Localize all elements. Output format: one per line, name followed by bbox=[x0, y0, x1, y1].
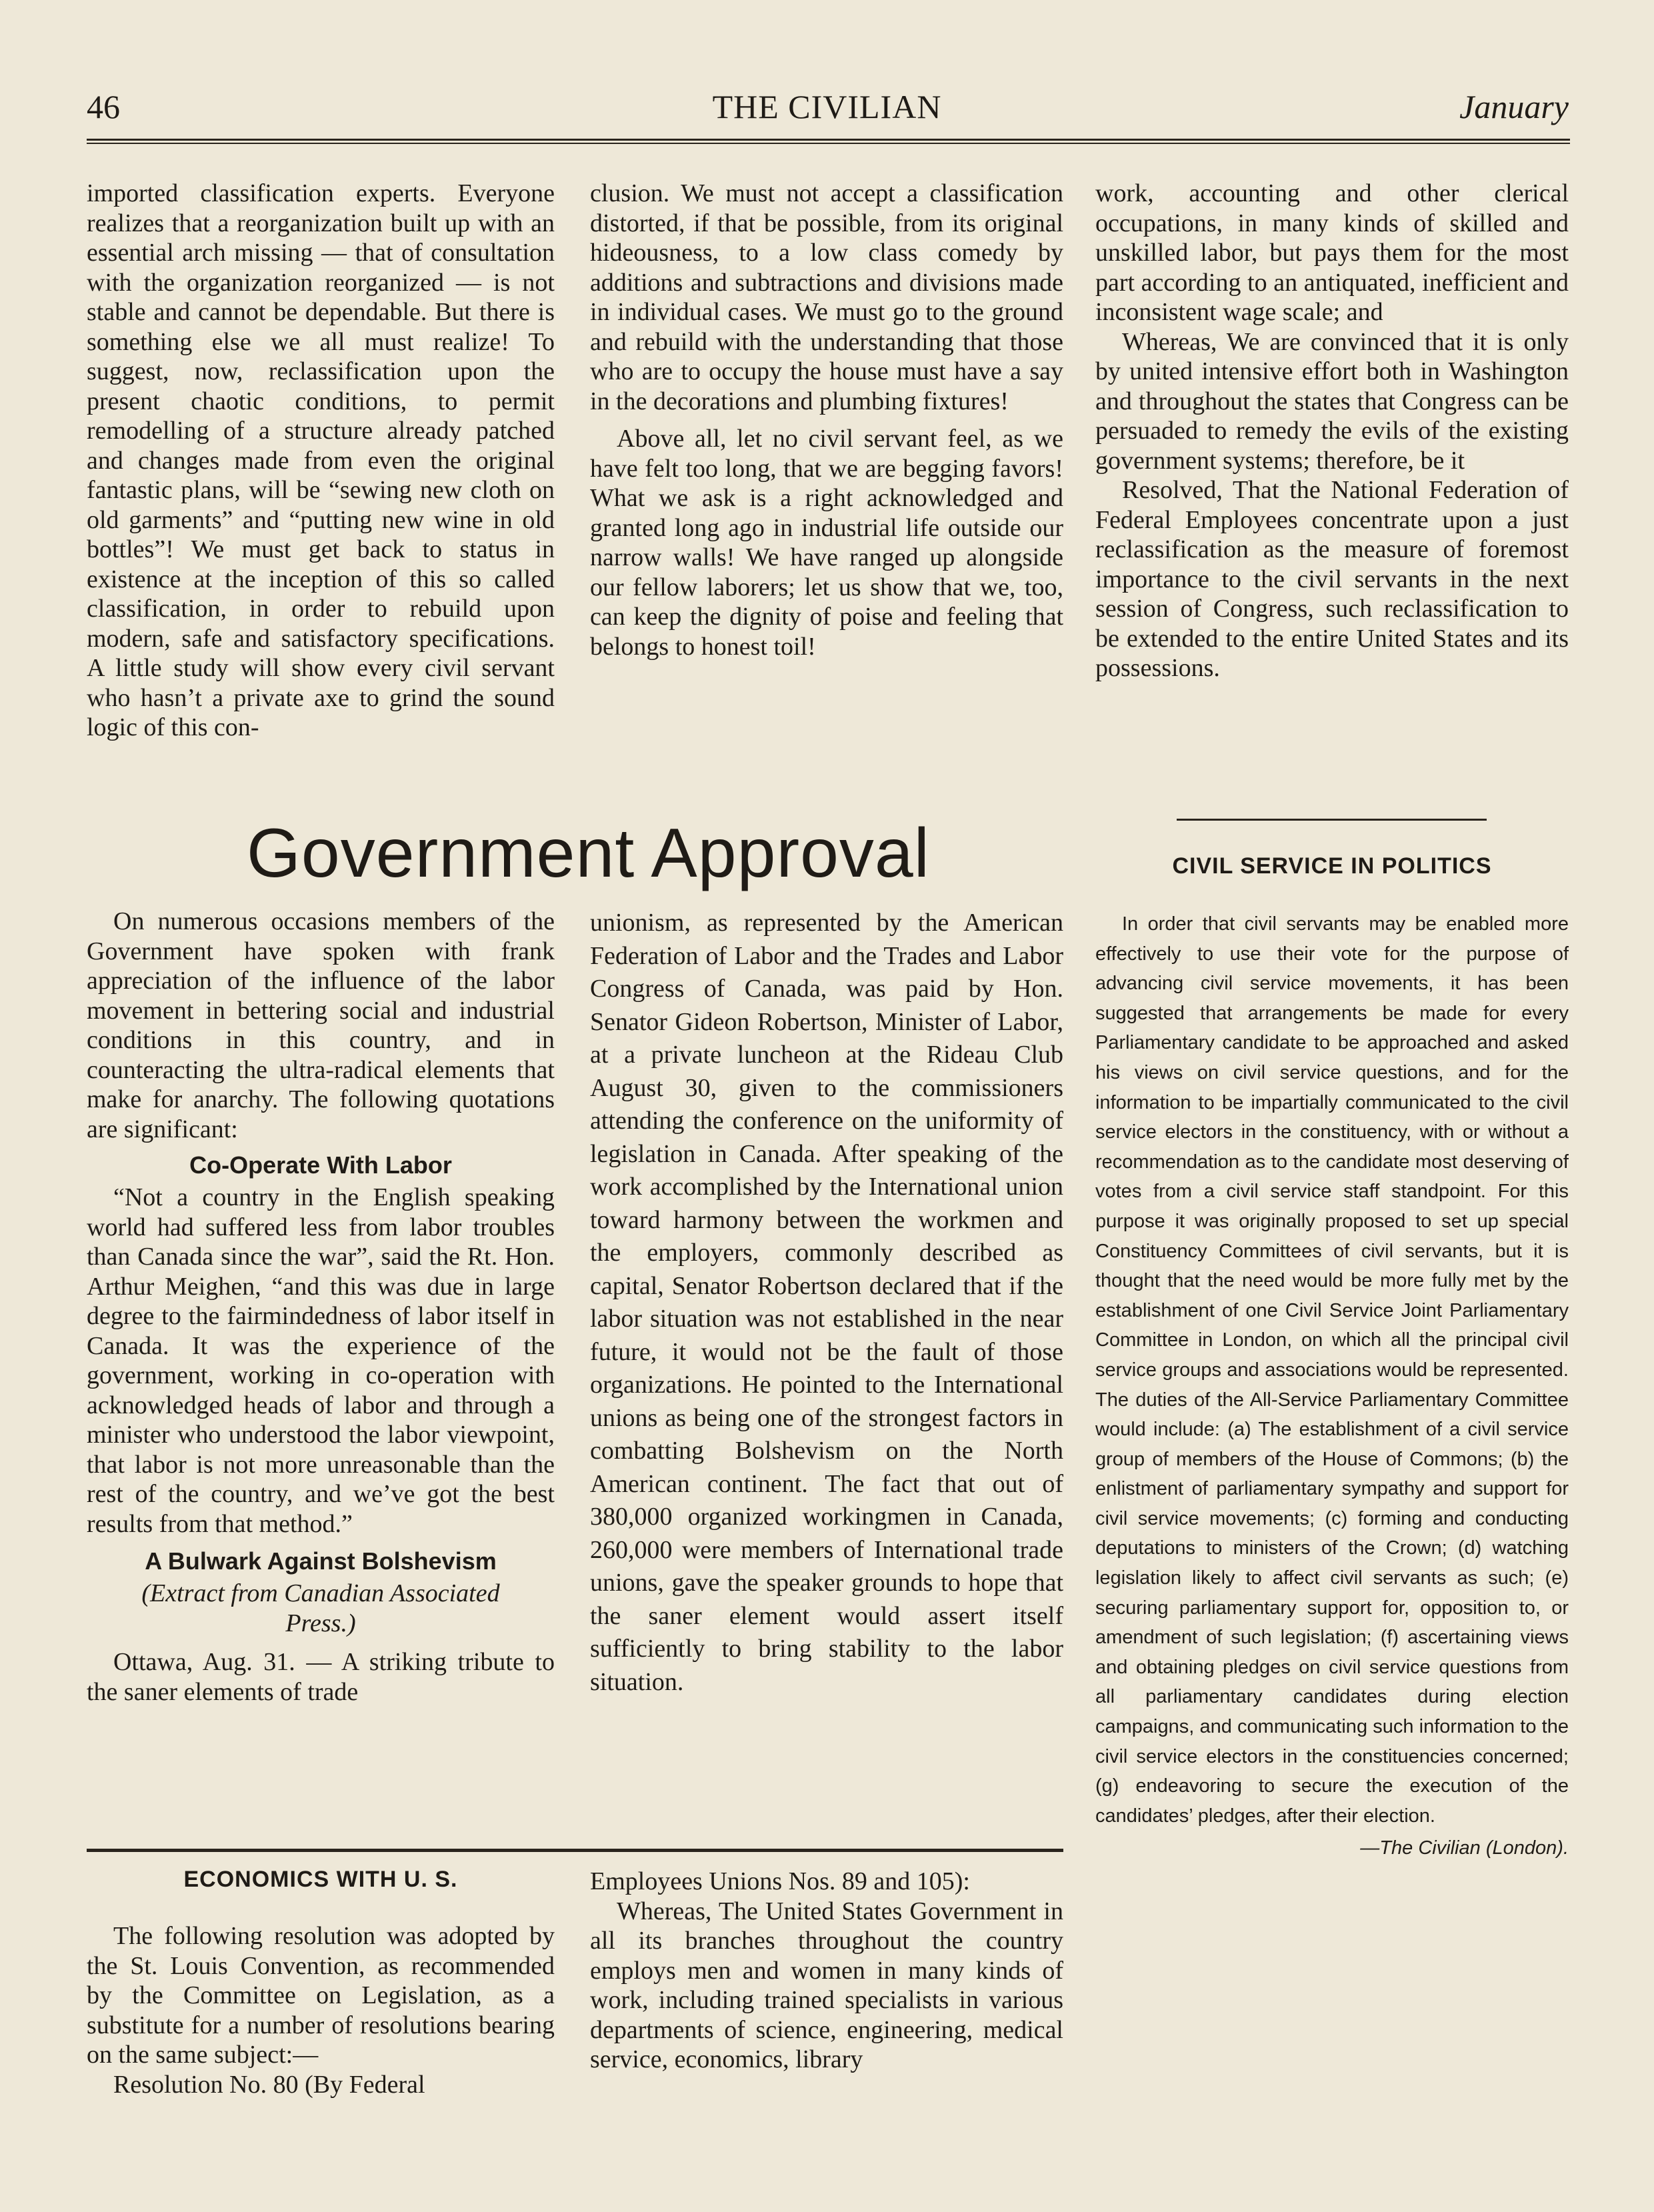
article-text: unionism, as represented by the American Federation of Labor and the Trades and Labor Congress of Canada, was paid by Hon. Senator Gideon Robertson, Minister of Labor, at a private luncheon at the Rideau Club August 30, given to the commissioners attending the conference on the uniformity of legislation in Canada. After speaking of the work accomplished by the International union toward harmony between the workmen and the employers, commonly described as capital, Senator Robertson declared that if the labor situation was not established in the near future, it would not be the fault of those organizations. He pointed to the International unions as being one of the strongest factors in combatting Bolshevism on the North American continent. The fact that out of 380,000 organized workingmen in Canada, 260,000 were members of International trade unions, gave the speaker grounds to hope that the saner element would assert itself sufficiently to bring stability to the labor situation. bbox=[590, 909, 1063, 1696]
approval-column-2 bbox=[590, 907, 1063, 1699]
article-text: Above all, let no civil servant feel, as we have felt too long, that we are begging favors! What we ask is a right acknowledged and granted long ago in industrial life outside our narrow walls! We have ranged up alongside our fellow laborers; let us show that we, too, can keep the dignity of poise and feeling that belongs to honest toil! bbox=[590, 425, 1063, 661]
article-text: “Not a country in the English speaking world had suffered less from labor troubles than Canada since the war”, said the Rt. Hon. Arthur Meighen, “and this was due in large degree to the fairmindedness of labor itself in Canada. It was the experience of the government, working in co-operation with acknowledged heads of labor and through a minister who understood the labor viewpoint, that labor is not more unreasonable than the rest of the country, and we’ve got the best results from that method.” bbox=[87, 1183, 555, 1538]
issue-month: January bbox=[1459, 88, 1569, 125]
top-column-3 bbox=[1095, 179, 1569, 683]
article-text: Ottawa, Aug. 31. — A striking tribute to the saner elements of trade bbox=[87, 1648, 555, 1706]
economics-column-1 bbox=[87, 1921, 555, 2099]
top-column-1 bbox=[87, 179, 555, 743]
header-rule bbox=[87, 139, 1570, 144]
section-divider bbox=[1177, 819, 1487, 821]
article-text: Resolved, That the National Federation of Federal Employees concentrate upon a just reclassification as the measure of foremost importance to the civil servants in the next session of Congress, such reclassification to be extended to the entire United States and its possessions. bbox=[1095, 476, 1569, 682]
article-text: imported classification experts. Everyone realizes that a reorganization built up with an essential arch missing — that of consultation with the organization reorganized — is not stable and cannot be dependable. But there is something else we all must realize! To suggest, now, reclassification upon the present chaotic conditions, to permit remodelling of a structure already patched and changes made from even the original fantastic plans, will be “sewing new cloth on old garments” and “putting new wine in old bottles”! We must get back to status in existence at the inception of this so called classification, in order to rebuild upon modern, safe and satisfactory specifications. A little study will show every civil servant who hasn’t a private axe to grind the sound logic of this con- bbox=[87, 179, 555, 741]
page-number: 46 bbox=[87, 88, 120, 125]
article-title: Government Approval bbox=[247, 815, 930, 892]
article-text: The following resolution was adopted by the St. Louis Convention, as recommended by the Committee on Legislation, as a substitute for a number of resolutions bearing on the same subject:— bbox=[87, 1922, 555, 2069]
article-text: On numerous occasions members of the Government have spoken with frank appreciation of the influence of the labor movement in bettering social and industrial conditions in this country, and in counteracting the ultra-radical elements that make for anarchy. The following quotations are significant: bbox=[87, 907, 555, 1143]
article-text: Whereas, We are convinced that it is only by united intensive effort both in Washington and throughout the states that Congress can be persuaded to remedy the evils of the existing government systems; therefore, be it bbox=[1095, 327, 1569, 475]
article-text: Whereas, The United States Government in all its branches throughout the country employs men and women in many kinds of work, including trained specialists in various departments of science, engineering, medical service, economics, library bbox=[590, 1897, 1063, 2073]
article-text: In order that civil servants may be enabled more effectively to use their vote for the purpose of advancing civil service movements, it has been suggested that arrangements be made for every Parliamentary candidate to be approached and asked his views on civil service questions, and for the information to be impartially communicated to the civil service electors in the constituency, with or without a recommendation as to the candidate most deserving of votes from a civil service staff standpoint. For this purpose it was originally proposed to set up special Constituency Committees of civil servants, but it is thought that the need would be more fully met by the establishment of one Civil Service Joint Parliamentary Committee in London, on which all the principal civil service groups and associations would be represented. The duties of the All-Service Parliamentary Committee would include: (a) The establishment of a civil service group of members of the House of Commons; (b) the enlistment of parliamentary sympathy and support for civil service movements; (c) forming and conducting deputations to ministers of the Crown; (d) watching legislation likely to affect civil servants as such; (e) securing parliamentary support for, opposition to, or amendment of such legislation; (f) ascertaining views and obtaining pledges on civil service questions from all parliamentary candidates during election campaigns, and communicating such information to the civil service electors in the constituencies concerned; (g) endeavoring to secure the execution of the candidates’ pledges, after their election. bbox=[1095, 913, 1569, 1827]
subheading: Co-Operate With Labor bbox=[189, 1151, 452, 1179]
article-text: work, accounting and other clerical occupations, in many kinds of skilled and unskilled labor, but pays them for the most part according to an antiquated, inefficient and inconsistent wage scale; and bbox=[1095, 179, 1569, 326]
article-text: Resolution No. 80 (By Federal bbox=[113, 2070, 425, 2099]
extract-note: (Extract from Canadian Associated bbox=[141, 1579, 500, 1607]
article-text: clusion. We must not accept a classification distorted, if that be possible, from its original hideousness, to a low class comedy by additions and subtractions and divisions made in individual cases. We must go to the ground and rebuild with the understanding that those who are to occupy the house must have a say in the decorations and plumbing fixtures! bbox=[590, 179, 1063, 415]
masthead-title: THE CIVILIAN bbox=[712, 88, 942, 125]
top-column-2 bbox=[590, 179, 1063, 661]
section-title: CIVIL SERVICE IN POLITICS bbox=[1172, 853, 1492, 879]
approval-column-1 bbox=[87, 907, 555, 1707]
source-credit: —The Civilian (London). bbox=[1360, 1837, 1569, 1859]
civil-service-column bbox=[1095, 909, 1569, 1863]
article-text: Employees Unions Nos. 89 and 105): bbox=[590, 1867, 970, 1895]
subheading: A Bulwark Against Bolshevism bbox=[145, 1547, 497, 1575]
economics-column-2 bbox=[590, 1867, 1063, 2075]
section-divider bbox=[87, 1849, 1063, 1852]
section-title: ECONOMICS WITH U. S. bbox=[183, 1867, 458, 1892]
extract-note: Press.) bbox=[285, 1609, 356, 1637]
